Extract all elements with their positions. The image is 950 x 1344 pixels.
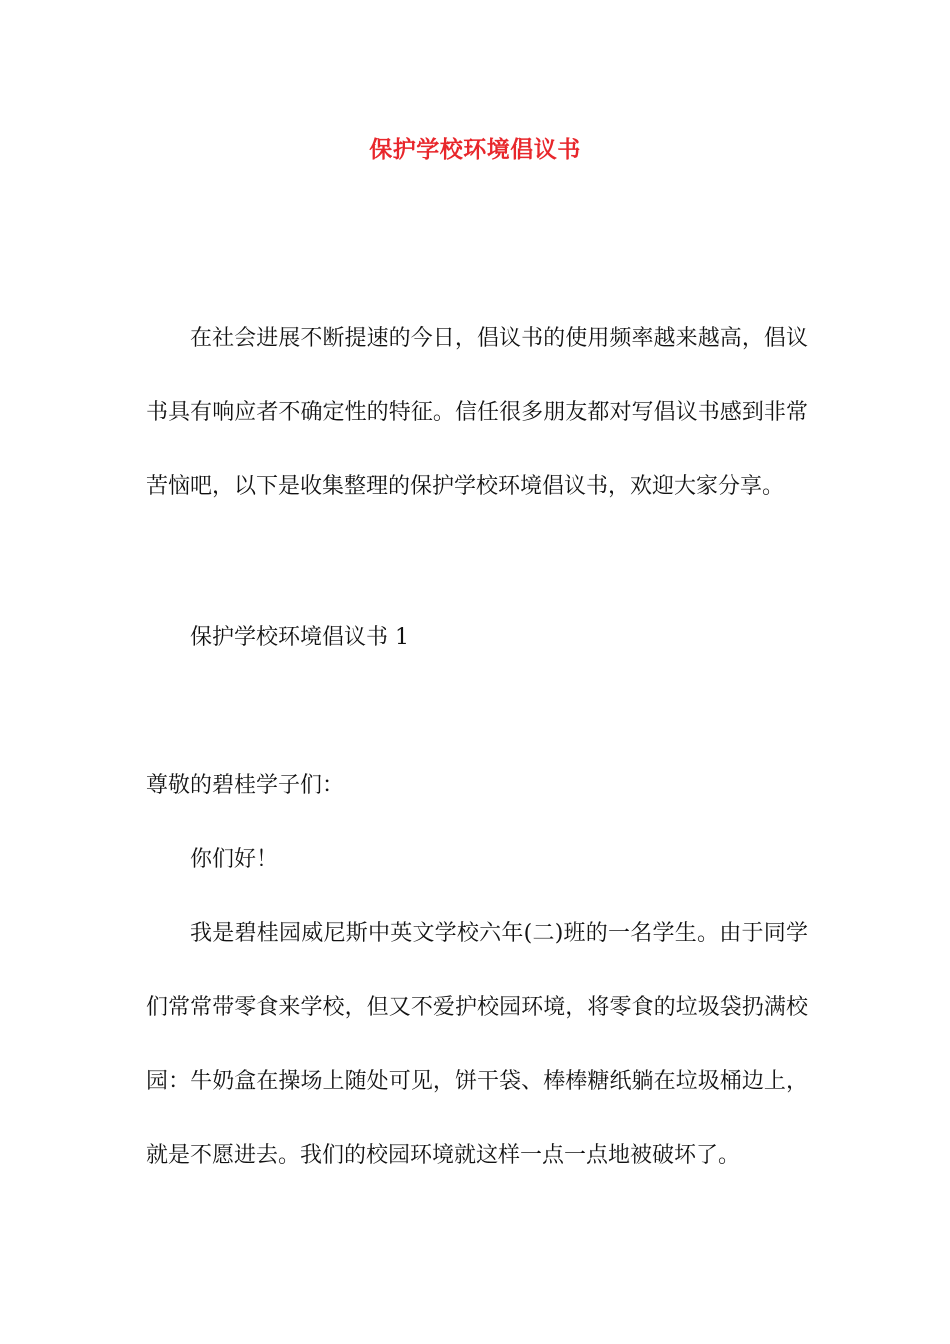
- body-paragraph: 我是碧桂园威尼斯中英文学校六年(二)班的一名学生。由于同学们常常带零食来学校，但又不爱护校园环境，将零食的垃圾袋扔满校园：牛奶盒在操场上随处可见，饼干袋、棒棒糖纸躺在垃圾桶边上，就是不愿进去。我们的校园环境就这样一点一点地被破坏了。: [146, 921, 808, 1168]
- intro-paragraph: 在社会进展不断提速的今日，倡议书的使用频率越来越高，倡议书具有响应者不确定性的特征。信任很多朋友都对写倡议书感到非常苦恼吧，以下是收集整理的保护学校环境倡议书，欢迎大家分享。: [146, 326, 808, 499]
- greeting: 你们好！: [190, 847, 279, 872]
- section-heading: 保护学校环境倡议书 1: [190, 625, 409, 650]
- document-title: 保护学校环境倡议书: [369, 136, 581, 163]
- salutation: 尊敬的碧桂学子们：: [146, 773, 345, 798]
